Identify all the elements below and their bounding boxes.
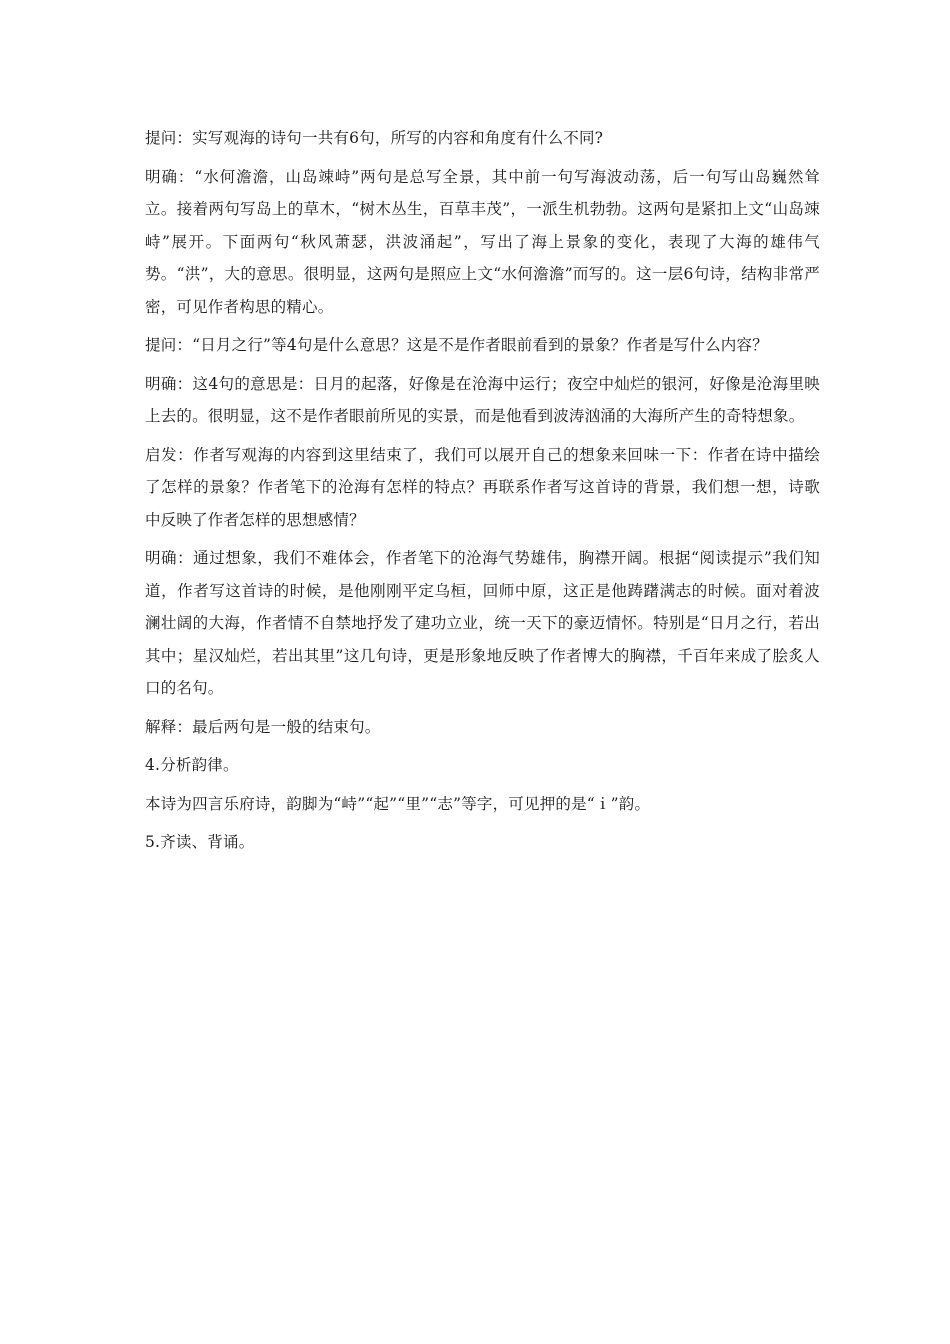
answer-paragraph: 明确：这4句的意思是：日月的起落，好像是在沧海中运行；夜空中灿烂的银河，好像是沧海里映上去的。很明显，这不是作者眼前所见的实景，而是他看到波涛汹涌的大海所产生的奇特想象。 <box>145 374 820 425</box>
prompt-paragraph: 启发：作者写观海的内容到这里结束了，我们可以展开自己的想象来回味一下：作者在诗中描绘了怎样的景象？作者笔下的沧海有怎样的特点？再联系作者写这首诗的背景，我们想一想，诗歌中反映了作者怎样的思想感情？ <box>145 445 820 529</box>
step-heading: 4.分析韵律。 <box>145 756 239 774</box>
answer-paragraph: 明确：通过想象，我们不难体会，作者笔下的沧海气势雄伟，胸襟开阔。根据“阅读提示”我们知道，作者写这首诗的时候，是他刚刚平定乌桓，回师中原，这正是他踌躇满志的时候。面对着波澜壮阔的大海，作者情不自禁地抒发了建功立业，统一天下的豪迈情怀。特别是“日月之行，若出其中；星汉灿烂，若出其里”这几句诗，更是形象地反映了作者博大的胸襟，千百年来成了脍炙人口的名句。 <box>145 549 820 697</box>
explanation-paragraph: 解释：最后两句是一般的结束句。 <box>145 717 381 736</box>
question-paragraph: 提问：实写观海的诗句一共有6句，所写的内容和角度有什么不同? <box>145 129 604 147</box>
document-body <box>145 122 820 865</box>
answer-paragraph: 明确：“水何澹澹，山岛竦峙”两句是总写全景，其中前一句写海波动荡，后一句写山岛巍然耸立。接着两句写岛上的草木，“树木丛生，百草丰茂”，一派生机勃勃。这两句是紧扣上文“山岛竦峙”展开。下面两句“秋风萧瑟，洪波涌起”，写出了海上景象的变化，表现了大海的雄伟气势。“洪”，大的意思。很明显，这两句是照应上文“水何澹澹”而写的。这一层6句诗，结构非常严密，可见作者构思的精心。 <box>145 167 820 316</box>
step-heading: 5.齐读、背诵。 <box>145 833 255 851</box>
question-paragraph: 提问：“日月之行”等4句是什么意思？这是不是作者眼前看到的景象？作者是写什么内容？ <box>145 336 768 354</box>
rhyme-paragraph: 本诗为四言乐府诗，韵脚为“峙”“起”“里”“志”等字，可见押的是“ｉ”韵。 <box>145 794 651 813</box>
